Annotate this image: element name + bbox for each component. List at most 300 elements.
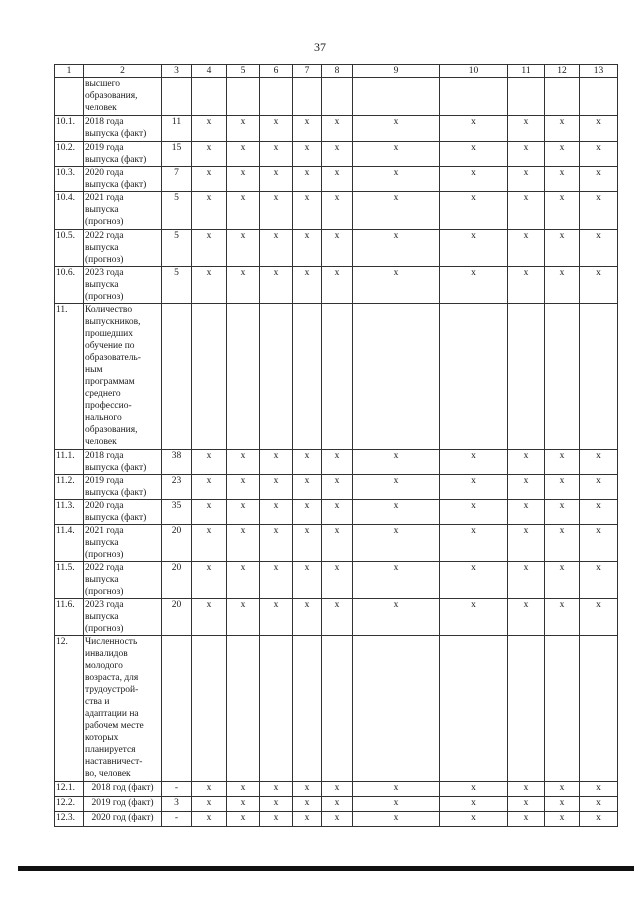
row-number: 12.3. bbox=[55, 812, 84, 827]
value-cell: 23 bbox=[162, 475, 192, 500]
x-mark-cell bbox=[227, 304, 260, 450]
table-row bbox=[55, 782, 618, 797]
x-mark-cell: x bbox=[322, 797, 353, 812]
x-mark-cell: x bbox=[293, 267, 322, 304]
bottom-rule bbox=[18, 866, 634, 871]
x-mark-cell: x bbox=[440, 475, 508, 500]
x-mark-cell bbox=[545, 636, 580, 782]
x-mark-cell: x bbox=[440, 500, 508, 525]
x-mark-cell: x bbox=[322, 267, 353, 304]
x-mark-cell bbox=[192, 304, 227, 450]
row-number: 10.5. bbox=[55, 230, 84, 267]
row-label-line: выпуска bbox=[85, 575, 119, 585]
row-label-line: прошедших bbox=[85, 329, 133, 339]
row-label-line: выпуска (факт) bbox=[85, 463, 147, 473]
x-mark-cell: x bbox=[322, 230, 353, 267]
x-mark-cell: x bbox=[192, 599, 227, 636]
x-mark-cell: x bbox=[192, 500, 227, 525]
x-mark-cell bbox=[227, 78, 260, 116]
row-number: 11.4. bbox=[55, 525, 84, 562]
row-label-line: 2021 года bbox=[85, 193, 124, 203]
x-mark-cell: x bbox=[192, 230, 227, 267]
row-label-line: во, человек bbox=[85, 769, 131, 779]
row-number: 11. bbox=[55, 304, 84, 450]
row-label-line: 2018 год (факт) bbox=[91, 783, 154, 793]
x-mark-cell bbox=[293, 78, 322, 116]
row-label-line: инвалидов bbox=[85, 649, 128, 659]
x-mark-cell: x bbox=[322, 116, 353, 142]
row-number: 10.1. bbox=[55, 116, 84, 142]
x-mark-cell: x bbox=[545, 500, 580, 525]
x-mark-cell: x bbox=[293, 500, 322, 525]
x-mark-cell: x bbox=[580, 450, 618, 475]
x-mark-cell: x bbox=[227, 230, 260, 267]
x-mark-cell: x bbox=[545, 142, 580, 167]
row-label-line: 2019 года bbox=[85, 143, 124, 153]
x-mark-cell: x bbox=[580, 599, 618, 636]
row-label-line: нального bbox=[85, 413, 122, 423]
row-label bbox=[84, 782, 162, 797]
x-mark-cell: x bbox=[322, 142, 353, 167]
value-cell: 11 bbox=[162, 116, 192, 142]
row-number: 10.4. bbox=[55, 192, 84, 230]
x-mark-cell: x bbox=[322, 599, 353, 636]
row-number: 11.6. bbox=[55, 599, 84, 636]
x-mark-cell: x bbox=[353, 116, 440, 142]
table-row bbox=[55, 599, 618, 636]
row-label-line: (прогноз) bbox=[85, 292, 124, 302]
x-mark-cell: x bbox=[508, 267, 545, 304]
x-mark-cell: x bbox=[293, 599, 322, 636]
value-cell: 7 bbox=[162, 167, 192, 192]
x-mark-cell: x bbox=[545, 230, 580, 267]
row-label-line: планируется bbox=[85, 745, 136, 755]
row-label-line: 2019 год (факт) bbox=[91, 798, 154, 808]
x-mark-cell: x bbox=[260, 797, 293, 812]
x-mark-cell: x bbox=[227, 192, 260, 230]
x-mark-cell: x bbox=[440, 167, 508, 192]
x-mark-cell: x bbox=[545, 167, 580, 192]
row-label-line: образователь- bbox=[85, 353, 141, 363]
x-mark-cell: x bbox=[293, 167, 322, 192]
x-mark-cell: x bbox=[260, 562, 293, 599]
x-mark-cell: x bbox=[227, 475, 260, 500]
x-mark-cell bbox=[545, 304, 580, 450]
row-label-line: выпуска (факт) bbox=[85, 488, 147, 498]
x-mark-cell bbox=[508, 78, 545, 116]
row-label bbox=[84, 192, 162, 230]
x-mark-cell: x bbox=[227, 797, 260, 812]
x-mark-cell: x bbox=[508, 797, 545, 812]
x-mark-cell bbox=[260, 304, 293, 450]
row-label bbox=[84, 78, 162, 116]
x-mark-cell bbox=[580, 78, 618, 116]
value-cell: 38 bbox=[162, 450, 192, 475]
row-label bbox=[84, 812, 162, 827]
value-cell: 5 bbox=[162, 267, 192, 304]
row-label-line: возраста, для bbox=[85, 673, 139, 683]
x-mark-cell: x bbox=[545, 475, 580, 500]
row-label bbox=[84, 142, 162, 167]
header-cell: 6 bbox=[260, 65, 293, 78]
row-label-line: программам bbox=[85, 377, 135, 387]
x-mark-cell: x bbox=[260, 782, 293, 797]
row-label-line: среднего bbox=[85, 389, 121, 399]
row-number: 10.2. bbox=[55, 142, 84, 167]
x-mark-cell: x bbox=[227, 142, 260, 167]
x-mark-cell: x bbox=[322, 500, 353, 525]
row-label-line: выпуска bbox=[85, 205, 119, 215]
row-label-line: выпуска (факт) bbox=[85, 180, 147, 190]
x-mark-cell: x bbox=[227, 267, 260, 304]
x-mark-cell: x bbox=[322, 782, 353, 797]
x-mark-cell: x bbox=[353, 142, 440, 167]
x-mark-cell: x bbox=[322, 167, 353, 192]
x-mark-cell: x bbox=[322, 192, 353, 230]
row-label-line: 2018 года bbox=[85, 117, 124, 127]
value-cell: 20 bbox=[162, 599, 192, 636]
x-mark-cell: x bbox=[580, 562, 618, 599]
row-label bbox=[84, 797, 162, 812]
header-cell: 5 bbox=[227, 65, 260, 78]
table-row bbox=[55, 192, 618, 230]
header-row bbox=[55, 65, 618, 78]
x-mark-cell: x bbox=[227, 500, 260, 525]
x-mark-cell: x bbox=[508, 142, 545, 167]
row-label bbox=[84, 230, 162, 267]
x-mark-cell bbox=[293, 304, 322, 450]
row-label-line: Численность bbox=[85, 637, 138, 647]
value-cell: 35 bbox=[162, 500, 192, 525]
x-mark-cell bbox=[580, 636, 618, 782]
row-label bbox=[84, 475, 162, 500]
x-mark-cell: x bbox=[580, 267, 618, 304]
x-mark-cell: x bbox=[322, 562, 353, 599]
x-mark-cell: x bbox=[260, 599, 293, 636]
row-label-line: профессио- bbox=[85, 401, 132, 411]
x-mark-cell: x bbox=[293, 142, 322, 167]
x-mark-cell: x bbox=[192, 142, 227, 167]
x-mark-cell: x bbox=[353, 812, 440, 827]
x-mark-cell: x bbox=[545, 782, 580, 797]
row-label-line: 2019 года bbox=[85, 476, 124, 486]
x-mark-cell: x bbox=[293, 812, 322, 827]
x-mark-cell: x bbox=[353, 797, 440, 812]
row-label bbox=[84, 500, 162, 525]
x-mark-cell: x bbox=[192, 116, 227, 142]
x-mark-cell: x bbox=[508, 525, 545, 562]
row-label-line: выпуска bbox=[85, 538, 119, 548]
row-label bbox=[84, 167, 162, 192]
row-label-line: трудоустрой- bbox=[85, 685, 139, 695]
table-row bbox=[55, 475, 618, 500]
row-label-line: 2023 года bbox=[85, 600, 124, 610]
x-mark-cell: x bbox=[260, 230, 293, 267]
x-mark-cell: x bbox=[353, 500, 440, 525]
row-label-line: выпуска (факт) bbox=[85, 155, 147, 165]
table-row bbox=[55, 525, 618, 562]
row-label-line: 2023 года bbox=[85, 268, 124, 278]
x-mark-cell bbox=[508, 636, 545, 782]
x-mark-cell: x bbox=[580, 142, 618, 167]
x-mark-cell: x bbox=[353, 525, 440, 562]
x-mark-cell: x bbox=[580, 475, 618, 500]
row-label bbox=[84, 525, 162, 562]
x-mark-cell: x bbox=[440, 192, 508, 230]
row-number: 11.1. bbox=[55, 450, 84, 475]
x-mark-cell: x bbox=[293, 450, 322, 475]
x-mark-cell: x bbox=[580, 116, 618, 142]
x-mark-cell: x bbox=[192, 562, 227, 599]
x-mark-cell: x bbox=[545, 797, 580, 812]
row-label bbox=[84, 636, 162, 782]
row-label-line: ным bbox=[85, 365, 103, 375]
x-mark-cell: x bbox=[508, 450, 545, 475]
row-label-line: молодого bbox=[85, 661, 123, 671]
value-cell bbox=[162, 78, 192, 116]
x-mark-cell: x bbox=[192, 450, 227, 475]
x-mark-cell bbox=[440, 636, 508, 782]
row-label bbox=[84, 116, 162, 142]
row-label-line: образования, bbox=[85, 91, 138, 101]
x-mark-cell: x bbox=[322, 525, 353, 562]
x-mark-cell: x bbox=[545, 192, 580, 230]
header-cell: 11 bbox=[508, 65, 545, 78]
x-mark-cell: x bbox=[508, 599, 545, 636]
row-label bbox=[84, 267, 162, 304]
x-mark-cell: x bbox=[580, 192, 618, 230]
row-label-line: выпуска (факт) bbox=[85, 129, 147, 139]
x-mark-cell bbox=[353, 78, 440, 116]
x-mark-cell: x bbox=[508, 475, 545, 500]
x-mark-cell: x bbox=[580, 500, 618, 525]
x-mark-cell: x bbox=[545, 562, 580, 599]
x-mark-cell: x bbox=[293, 797, 322, 812]
x-mark-cell bbox=[353, 304, 440, 450]
x-mark-cell: x bbox=[260, 812, 293, 827]
x-mark-cell bbox=[322, 636, 353, 782]
row-label-line: высшего bbox=[85, 79, 121, 89]
x-mark-cell: x bbox=[545, 525, 580, 562]
header-cell: 3 bbox=[162, 65, 192, 78]
table-row bbox=[55, 797, 618, 812]
x-mark-cell: x bbox=[227, 116, 260, 142]
value-cell: - bbox=[162, 812, 192, 827]
header-cell: 2 bbox=[84, 65, 162, 78]
x-mark-cell: x bbox=[322, 812, 353, 827]
x-mark-cell bbox=[580, 304, 618, 450]
x-mark-cell: x bbox=[440, 116, 508, 142]
x-mark-cell: x bbox=[508, 782, 545, 797]
x-mark-cell: x bbox=[580, 812, 618, 827]
table-row bbox=[55, 142, 618, 167]
row-label-line: 2021 года bbox=[85, 526, 124, 536]
x-mark-cell: x bbox=[353, 450, 440, 475]
x-mark-cell bbox=[293, 636, 322, 782]
row-label-line: 2020 года bbox=[85, 168, 124, 178]
x-mark-cell bbox=[227, 636, 260, 782]
x-mark-cell: x bbox=[440, 230, 508, 267]
x-mark-cell: x bbox=[353, 267, 440, 304]
x-mark-cell: x bbox=[260, 267, 293, 304]
x-mark-cell: x bbox=[260, 475, 293, 500]
x-mark-cell: x bbox=[293, 525, 322, 562]
row-label-line: Количество bbox=[85, 305, 133, 315]
x-mark-cell: x bbox=[227, 599, 260, 636]
x-mark-cell: x bbox=[260, 116, 293, 142]
row-label-line: 2020 года bbox=[85, 501, 124, 511]
value-cell: 20 bbox=[162, 562, 192, 599]
x-mark-cell: x bbox=[322, 475, 353, 500]
x-mark-cell: x bbox=[260, 525, 293, 562]
x-mark-cell: x bbox=[353, 192, 440, 230]
row-label-line: человек bbox=[85, 103, 117, 113]
x-mark-cell: x bbox=[293, 562, 322, 599]
x-mark-cell bbox=[260, 636, 293, 782]
table-row bbox=[55, 636, 618, 782]
table-row bbox=[55, 230, 618, 267]
x-mark-cell: x bbox=[353, 782, 440, 797]
page-number: 37 bbox=[314, 40, 326, 54]
x-mark-cell: x bbox=[508, 192, 545, 230]
x-mark-cell: x bbox=[545, 599, 580, 636]
x-mark-cell: x bbox=[545, 116, 580, 142]
x-mark-cell: x bbox=[440, 450, 508, 475]
x-mark-cell: x bbox=[192, 192, 227, 230]
row-label-line: (прогноз) bbox=[85, 217, 124, 227]
value-cell: 15 bbox=[162, 142, 192, 167]
x-mark-cell: x bbox=[227, 525, 260, 562]
row-number: 11.3. bbox=[55, 500, 84, 525]
table-row bbox=[55, 812, 618, 827]
table-row bbox=[55, 500, 618, 525]
x-mark-cell: x bbox=[545, 267, 580, 304]
header-cell: 8 bbox=[322, 65, 353, 78]
table-row bbox=[55, 116, 618, 142]
row-label-line: (прогноз) bbox=[85, 624, 124, 634]
header-cell: 12 bbox=[545, 65, 580, 78]
row-label-line: (прогноз) bbox=[85, 550, 124, 560]
header-cell: 10 bbox=[440, 65, 508, 78]
header-cell: 1 bbox=[55, 65, 84, 78]
row-label-line: 2018 года bbox=[85, 451, 124, 461]
row-number: 12. bbox=[55, 636, 84, 782]
x-mark-cell: x bbox=[227, 450, 260, 475]
x-mark-cell bbox=[192, 78, 227, 116]
x-mark-cell: x bbox=[545, 812, 580, 827]
x-mark-cell: x bbox=[440, 267, 508, 304]
x-mark-cell: x bbox=[580, 782, 618, 797]
x-mark-cell: x bbox=[508, 116, 545, 142]
header-cell: 7 bbox=[293, 65, 322, 78]
x-mark-cell: x bbox=[293, 230, 322, 267]
row-number bbox=[55, 78, 84, 116]
x-mark-cell bbox=[440, 304, 508, 450]
x-mark-cell: x bbox=[440, 142, 508, 167]
x-mark-cell: x bbox=[508, 562, 545, 599]
x-mark-cell: x bbox=[353, 167, 440, 192]
x-mark-cell: x bbox=[227, 782, 260, 797]
row-label-line: 2022 года bbox=[85, 563, 124, 573]
value-cell: 20 bbox=[162, 525, 192, 562]
x-mark-cell: x bbox=[508, 167, 545, 192]
header-cell: 13 bbox=[580, 65, 618, 78]
value-cell: 5 bbox=[162, 192, 192, 230]
x-mark-cell: x bbox=[227, 562, 260, 599]
x-mark-cell: x bbox=[293, 116, 322, 142]
table-row bbox=[55, 78, 618, 116]
x-mark-cell: x bbox=[260, 192, 293, 230]
row-label-line: человек bbox=[85, 437, 117, 447]
x-mark-cell: x bbox=[192, 475, 227, 500]
x-mark-cell: x bbox=[508, 500, 545, 525]
x-mark-cell: x bbox=[260, 167, 293, 192]
x-mark-cell: x bbox=[293, 782, 322, 797]
row-label-line: выпускников, bbox=[85, 317, 141, 327]
x-mark-cell bbox=[440, 78, 508, 116]
x-mark-cell: x bbox=[580, 525, 618, 562]
x-mark-cell: x bbox=[260, 142, 293, 167]
row-label-line: адаптации на bbox=[85, 709, 139, 719]
x-mark-cell bbox=[545, 78, 580, 116]
x-mark-cell bbox=[353, 636, 440, 782]
x-mark-cell: x bbox=[440, 599, 508, 636]
row-label-line: (прогноз) bbox=[85, 255, 124, 265]
table-row bbox=[55, 304, 618, 450]
table-row bbox=[55, 562, 618, 599]
x-mark-cell: x bbox=[353, 475, 440, 500]
x-mark-cell: x bbox=[227, 167, 260, 192]
x-mark-cell: x bbox=[508, 230, 545, 267]
x-mark-cell: x bbox=[440, 812, 508, 827]
row-label bbox=[84, 450, 162, 475]
x-mark-cell: x bbox=[353, 562, 440, 599]
row-label bbox=[84, 304, 162, 450]
value-cell: 3 bbox=[162, 797, 192, 812]
row-number: 10.6. bbox=[55, 267, 84, 304]
x-mark-cell: x bbox=[293, 475, 322, 500]
x-mark-cell: x bbox=[322, 450, 353, 475]
row-number: 10.3. bbox=[55, 167, 84, 192]
row-label-line: которых bbox=[85, 733, 119, 743]
row-label bbox=[84, 562, 162, 599]
x-mark-cell: x bbox=[353, 599, 440, 636]
table-row bbox=[55, 267, 618, 304]
row-number: 11.5. bbox=[55, 562, 84, 599]
value-cell bbox=[162, 304, 192, 450]
value-cell: - bbox=[162, 782, 192, 797]
value-cell bbox=[162, 636, 192, 782]
row-label-line: рабочем месте bbox=[85, 721, 144, 731]
x-mark-cell: x bbox=[440, 562, 508, 599]
header-cell: 9 bbox=[353, 65, 440, 78]
x-mark-cell: x bbox=[260, 450, 293, 475]
row-label-line: выпуска bbox=[85, 280, 119, 290]
row-label-line: 2020 год (факт) bbox=[91, 813, 154, 823]
table-row bbox=[55, 167, 618, 192]
x-mark-cell: x bbox=[580, 167, 618, 192]
x-mark-cell bbox=[260, 78, 293, 116]
row-label-line: 2022 года bbox=[85, 231, 124, 241]
x-mark-cell: x bbox=[192, 782, 227, 797]
x-mark-cell: x bbox=[508, 812, 545, 827]
row-label-line: образования, bbox=[85, 425, 138, 435]
row-number: 12.2. bbox=[55, 797, 84, 812]
x-mark-cell bbox=[322, 304, 353, 450]
data-table bbox=[54, 64, 618, 827]
row-label-line: обучение по bbox=[85, 341, 135, 351]
row-label bbox=[84, 599, 162, 636]
